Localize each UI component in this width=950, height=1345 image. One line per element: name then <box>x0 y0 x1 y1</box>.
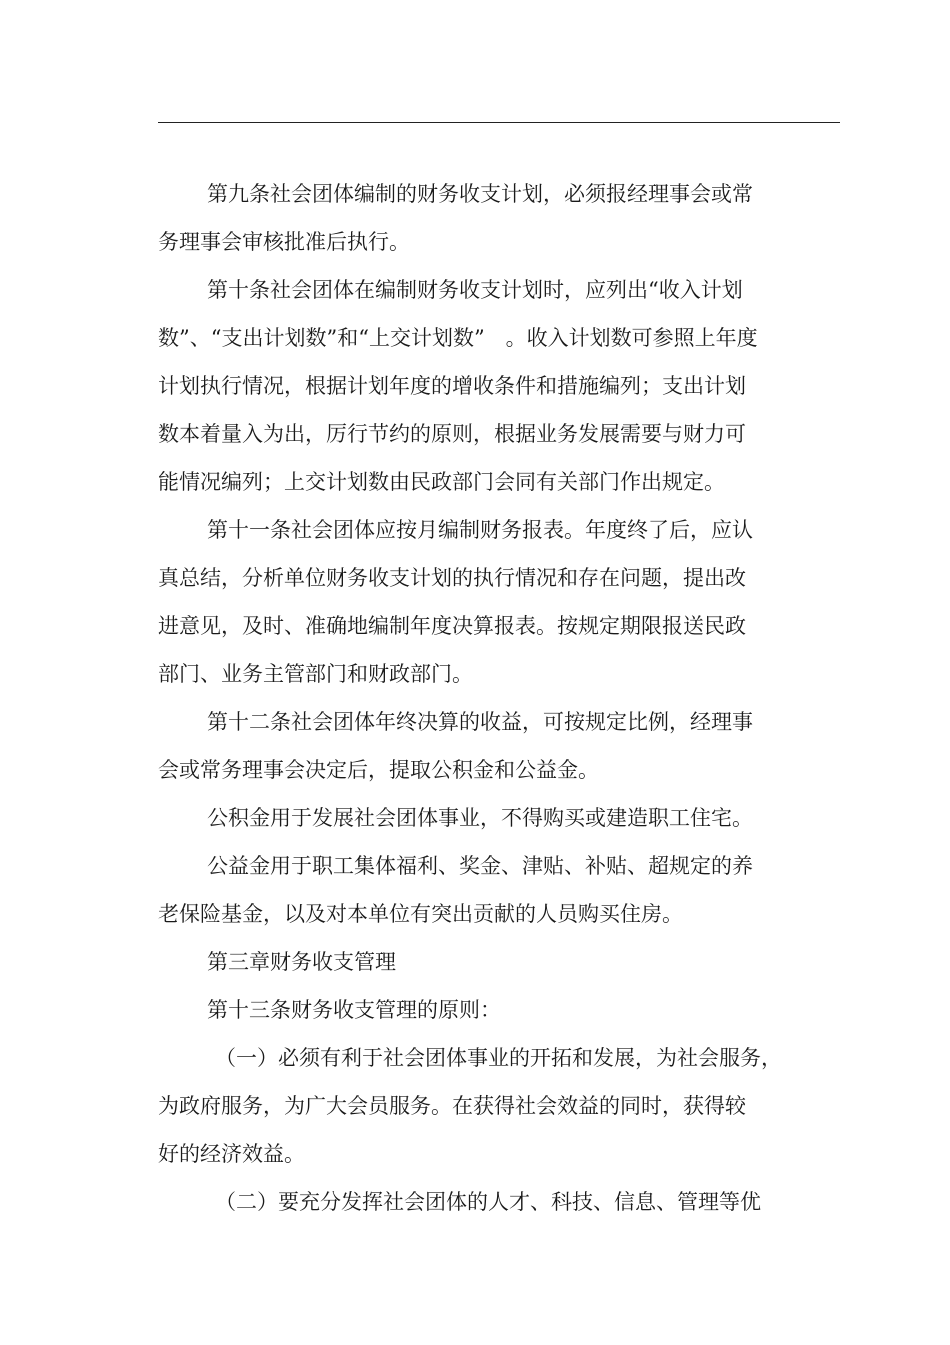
paragraph-line: 部门、业务主管部门和财政部门。 <box>158 662 473 686</box>
list-item-line: （一）必须有利于社会团体事业的开拓和发展，为社会服务， <box>215 1046 782 1070</box>
paragraph-line: 公积金用于发展社会团体事业，不得购买或建造职工住宅。 <box>207 806 753 830</box>
paragraph-line: 好的经济效益。 <box>158 1142 305 1166</box>
paragraph-line: 第十一条社会团体应按月编制财务报表。年度终了后，应认 <box>207 518 753 542</box>
header-rule <box>158 122 840 123</box>
paragraph-line: 务理事会审核批准后执行。 <box>158 230 410 254</box>
list-item-line: （二）要充分发挥社会团体的人才、科技、信息、管理等优 <box>215 1190 761 1214</box>
paragraph-line: 为政府服务，为广大会员服务。在获得社会效益的同时，获得较 <box>158 1094 746 1118</box>
paragraph-line: 真总结，分析单位财务收支计划的执行情况和存在问题，提出改 <box>158 566 746 590</box>
paragraph-line: 进意见，及时、准确地编制年度决算报表。按规定期限报送民政 <box>158 614 746 638</box>
paragraph-line: 计划执行情况，根据计划年度的增收条件和措施编列；支出计划 <box>158 374 746 398</box>
paragraph-line: 第十条社会团体在编制财务收支计划时，应列出“收入计划 <box>207 278 743 302</box>
chapter-heading: 第三章财务收支管理 <box>207 950 396 974</box>
paragraph-line: 老保险基金，以及对本单位有突出贡献的人员购买住房。 <box>158 902 683 926</box>
paragraph-line: 数”、“支出计划数”和“上交计划数” 。收入计划数可参照上年度 <box>158 326 758 350</box>
paragraph-line: 第十三条财务收支管理的原则： <box>207 998 501 1022</box>
paragraph-line: 第十二条社会团体年终决算的收益，可按规定比例，经理事 <box>207 710 753 734</box>
paragraph-line: 数本着量入为出，厉行节约的原则，根据业务发展需要与财力可 <box>158 422 746 446</box>
paragraph-line: 公益金用于职工集体福利、奖金、津贴、补贴、超规定的养 <box>207 854 753 878</box>
paragraph-line: 第九条社会团体编制的财务收支计划，必须报经理事会或常 <box>207 182 753 206</box>
paragraph-line: 会或常务理事会决定后，提取公积金和公益金。 <box>158 758 599 782</box>
paragraph-line: 能情况编列；上交计划数由民政部门会同有关部门作出规定。 <box>158 470 725 494</box>
